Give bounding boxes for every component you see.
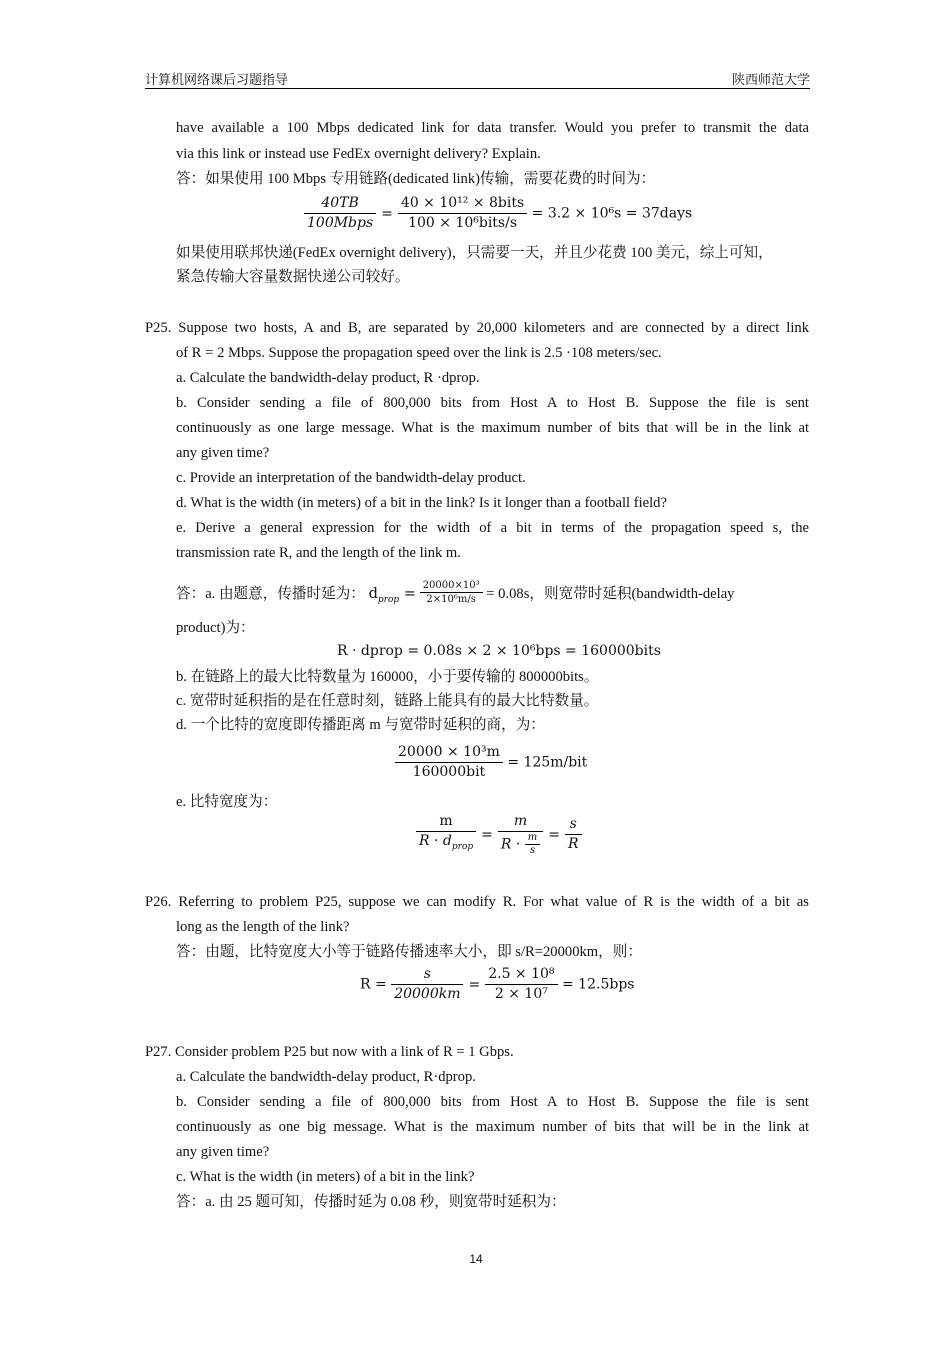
p25-answer-a-result: = 0.08s，则宽带时延积(bandwidth-delay xyxy=(486,585,735,602)
p26-answer-intro: 答：由题，比特宽度大小等于链路传播速率大小，即 s/R=20000km，则： xyxy=(176,944,642,960)
p25-answer-a-prefix: 答：a. 由题意，传播时延为： xyxy=(176,585,365,602)
p24-time-equation: $\frac{40TB}{\text{100Mbps}}$ = $\frac{\text{40 × 10¹² × 8bits}}{\text{100 × 10⁶bits/s}}$ = 3.2 × 10⁶s = 37days xyxy=(304,194,692,233)
p26-rate-equation: R = $\frac{s}{20000km}$ = $\frac{\text{2.5 × 10⁸}}{\text{2 × 10⁷}}$ = 12.5bps xyxy=(360,966,635,1002)
p26-eq-lhs: R = xyxy=(360,976,387,993)
p25-question-line-2: of R = 2 Mbps. Suppose the propagation speed over the link is 2.5 ·108 meters/sec. xyxy=(176,345,662,361)
p25-question-line-1: P25. Suppose two hosts, A and B, are separated by 20,000 kilometers and are connected by a direct link xyxy=(145,320,809,336)
p24-conclusion-line-1: 如果使用联邦快递(FedEx overnight delivery)，只需要一天，并且少花费 100 美元，综上可知， xyxy=(176,245,773,261)
p25-answer-b: b. 在链路上的最大比特数量为 160000，小于要传输的 800000bits。 xyxy=(176,669,599,685)
p26-question-line-1: P26. Referring to problem P25, suppose we can modify R. For what value of R is the width of a bit as xyxy=(145,894,809,910)
p25-eq-d-num: 20000 × 10³m xyxy=(398,744,500,760)
p24-eq-result: = 3.2 × 10⁶s = 37days xyxy=(531,205,693,222)
p25-part-d: d. What is the width (in meters) of a bit in the link? Is it longer than a football field? xyxy=(176,495,667,511)
p27-part-b-line-1: b. Consider sending a file of 800,000 bits from Host A to Host B. Suppose the file is sent xyxy=(176,1094,809,1110)
p25-answer-a-line-1: 答：a. 由题意，传播时延为： $d_{prop}$ = $\frac{\text{20000×10³}}{\text{2×10⁶m/s}}$ = 0.08s，则宽带时延积(bandwidth-delay xyxy=(176,580,735,605)
p25-answer-c: c. 宽带时延积指的是在任意时刻，链路上能具有的最大比特数量。 xyxy=(176,693,599,709)
p26-eq-den-2: 2 × 10⁷ xyxy=(485,984,557,1004)
p24-question-line-2: via this link or instead use FedEx overnight delivery? Explain. xyxy=(176,146,541,162)
p25-part-b-line-3: any given time? xyxy=(176,445,270,461)
p27-part-c: c. What is the width (in meters) of a bit in the link? xyxy=(176,1169,475,1185)
p27-part-a: a. Calculate the bandwidth-delay product, R·dprop. xyxy=(176,1069,476,1085)
p24-eq-num-2: 40 × 10¹² × 8bits xyxy=(400,195,525,211)
p25-part-a: a. Calculate the bandwidth-delay product, R ·dprop. xyxy=(176,370,480,386)
p26-question-line-2: long as the length of the link? xyxy=(176,919,350,935)
page-header xyxy=(145,66,810,89)
p27-answer-intro: 答：a. 由 25 题可知，传播时延为 0.08 秒，则宽带时延积为： xyxy=(176,1194,566,1210)
p25-answer-d: d. 一个比特的宽度即传播距离 m 与宽带时延积的商，为： xyxy=(176,717,545,733)
p25-part-e-line-1: e. Derive a general expression for the width of a bit in terms of the propagation speed s, the xyxy=(176,520,809,536)
p26-eq-num-2: 2.5 × 10⁸ xyxy=(488,966,555,982)
p25-eq-d-den: 160000bit xyxy=(395,762,503,782)
p25-bit-width-equation xyxy=(395,743,587,782)
p24-eq-den-2: 100 × 10⁶bits/s xyxy=(398,213,527,233)
header-course-title: 计算机网络课后习题指导 xyxy=(145,72,289,87)
p24-eq-den-1: 100Mbps xyxy=(304,213,376,233)
p26-eq-result: = 12.5bps xyxy=(562,976,635,993)
page-number: 14 xyxy=(469,1252,483,1266)
p27-part-b-line-3: any given time? xyxy=(176,1144,270,1160)
p26-eq-num-1: s xyxy=(423,966,431,982)
p24-eq-num-1: 40TB xyxy=(321,195,359,211)
p25-part-e-line-2: transmission rate R, and the length of the link m. xyxy=(176,545,461,561)
p26-eq-den-1: 20000km xyxy=(391,984,463,1004)
p25-bdp-equation: R · dprop = 0.08s × 2 × 10⁶bps = 160000bits xyxy=(337,643,661,659)
p25-answer-a-frac-num: 20000×10³ xyxy=(422,580,480,591)
p25-answer-a-line-2: product)为： xyxy=(176,620,255,636)
p24-conclusion-line-2: 紧急传输大容量数据快递公司较好。 xyxy=(176,269,410,285)
p25-part-b-line-2: continuously as one large message. What is the maximum number of bits that will be in the link at xyxy=(176,420,809,436)
p25-part-b-line-1: b. Consider sending a file of 800,000 bits from Host A to Host B. Suppose the file is sent xyxy=(176,395,809,411)
p25-general-expression: $\frac{m}{R \cdot d_{prop}}$ = m R · $\frac{m}{s}$ = $\frac{s}{R}$ xyxy=(416,812,582,857)
p24-question-line-1: have available a 100 Mbps dedicated link for data transfer. Would you prefer to transmit the data xyxy=(176,120,809,136)
p27-question-line-1: P27. Consider problem P25 but now with a link of R = 1 Gbps. xyxy=(145,1044,514,1060)
p25-eq-d-result: = 125m/bit xyxy=(507,754,588,771)
p24-answer-intro: 答：如果使用 100 Mbps 专用链路(dedicated link)传输，需要花费的时间为： xyxy=(176,171,656,187)
p25-answer-a-frac-den: 2×10⁶m/s xyxy=(420,592,483,606)
p25-part-c: c. Provide an interpretation of the bandwidth-delay product. xyxy=(176,470,526,486)
p27-part-b-line-2: continuously as one big message. What is the maximum number of bits that will be in the link at xyxy=(176,1119,809,1135)
header-university: 陕西师范大学 xyxy=(731,72,810,87)
p25-answer-e: e. 比特宽度为： xyxy=(176,794,278,810)
